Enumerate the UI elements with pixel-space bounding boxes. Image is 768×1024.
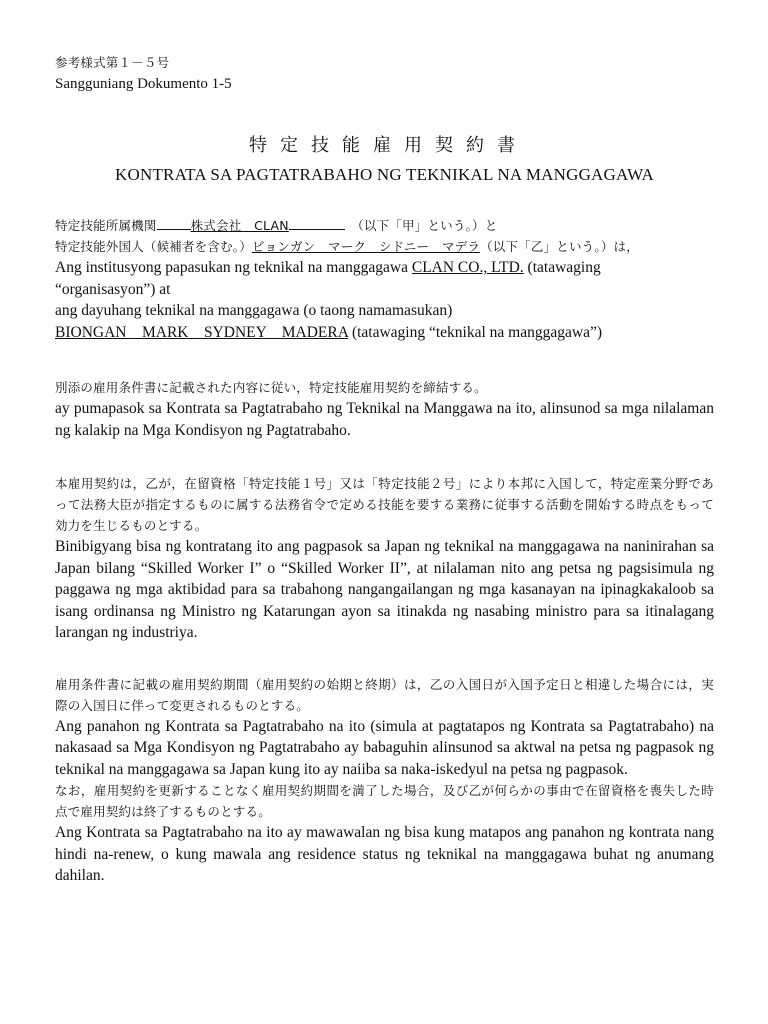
employer-suffix-jp: （以下「甲」という。）と xyxy=(357,218,498,233)
parties-employer-line-jp xyxy=(55,215,714,236)
employer-label-tl: Ang institusyong papasukan ng teknikal na manggagawa xyxy=(55,259,412,276)
section4-japanese: なお，雇用契約を更新することなく雇用契約期間を満了した場合，及び乙が何らかの事由で在留資格を喪失した時点で雇用契約は終了するものとする。 xyxy=(55,783,714,819)
parties-worker-line-tl xyxy=(55,322,714,344)
blank-underline xyxy=(289,215,345,230)
parties-worker-intro-tl: ang dayuhang teknikal na manggagawa (o taong namamasukan) xyxy=(55,302,453,319)
section1-tagalog: ay pumapasok sa Kontrata sa Pagtatrabaho ng Teknikal na Manggawa na ito, alinsunod sa mga nilalaman ng kalakip na Mga Kondisyon ng Pagtatrabaho. xyxy=(55,400,714,439)
parties-section xyxy=(55,215,714,343)
worker-suffix-jp: （以下「乙」という。）は， xyxy=(480,239,639,254)
worker-name-jp: ビョンガン マーク シドニー マデラ xyxy=(251,239,481,254)
blank-underline xyxy=(157,215,191,230)
section4-tagalog: Ang Kontrata sa Pagtatrabaho na ito ay mawawalan ng bisa kung matapos ang panahon ng kontrata nang hindi na-renew, o kung mawala ang residence status ng teknikal na manggagawa buhat ng anumang dahilan. xyxy=(55,824,714,884)
parties-employer-line-tl xyxy=(55,257,714,279)
section3-japanese: 雇用条件書に記載の雇用契約期間（雇用契約の始期と終期）は，乙の入国日が入国予定日と相違した場合には，実際の入国日に伴って変更されるものとする。 xyxy=(55,676,714,713)
worker-suffix-tl: (tatawaging “teknikal na manggagawa”) xyxy=(348,323,602,341)
employer-suffix-tl: (tatawaging xyxy=(523,259,601,276)
worker-name-tl: BIONGAN MARK SYDNEY MADERA xyxy=(55,323,349,341)
section1-japanese: 別添の雇用条件書に記載された内容に従い，特定技能雇用契約を締結する。 xyxy=(55,380,487,395)
section2-tagalog: Binibigyang bisa ng kontratang ito ang pagpasok sa Japan ng teknikal na manggagawa na naninirahan sa Japan bilang “Skilled Worker I” o “Skilled Worker II”, at nilalaman nito ang petsa ng pagsisimula ng paggawa ng mga aktibidad para sa trabahong nangangailangan ng mga kasanayan na ipinagkakaloob sa isang ordinansa ng Ministro ng Katarungan ayon sa itinakda ng nasabing ministro para sa itinalagang larangan ng industriya. xyxy=(55,538,714,641)
parties-organisation-line-tl: “organisasyon”) at xyxy=(55,280,171,298)
document-title-tagalog: KONTRATA SA PAGTATRABAHO NG TEKNIKAL NA MANGGAGAWA xyxy=(115,165,654,184)
reference-form-title: Sangguniang Dokumento 1-5 xyxy=(55,76,232,92)
section-effectivity xyxy=(55,473,714,644)
document-title-japanese: 特定技能雇用契約書 xyxy=(249,135,528,156)
section3-tagalog: Ang panahon ng Kontrata sa Pagtatrabaho na ito (simula at pagtatapos ng Kontrata sa Pagtatrabaho) na nakasaad sa Mga Kondisyon ng Pagtatrabaho ay babaguhin alinsunod sa aktwal na petsa ng pagpasok ng teknikal na manggagawa sa Japan kung ito ay naiiba sa naka-iskedyul na petsa ng pagpasok. xyxy=(55,717,714,778)
employer-name-jp: 株式会社 CLAN xyxy=(190,218,289,233)
section-contract-period xyxy=(55,674,714,887)
employer-label-jp: 特定技能所属機関 xyxy=(55,218,157,233)
parties-worker-line-jp xyxy=(55,236,714,257)
worker-label-jp: 特定技能外国人（候補者を含む。） xyxy=(55,239,252,254)
reference-form-code: 参考様式第１－５号 xyxy=(55,55,170,70)
employer-name-tl: CLAN CO., LTD. xyxy=(411,259,524,276)
section2-japanese: 本雇用契約は，乙が，在留資格「特定技能１号」又は「特定技能２号」により本邦に入国して，特定産業分野であって法務大臣が指定するものに属する法務省令で定める技能を要する業務に従事する活動を開始する時点をもって効力を生じるものとする。 xyxy=(55,476,714,533)
section-contract-conclusion xyxy=(55,377,714,441)
